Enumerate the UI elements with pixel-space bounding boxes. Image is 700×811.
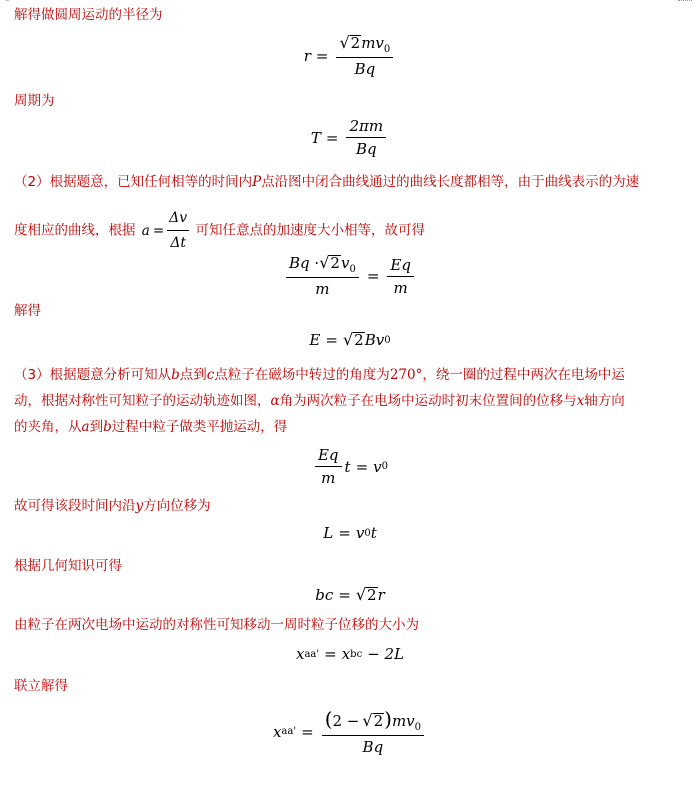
equation-bc: bc = √ 2 r <box>315 585 385 604</box>
equation-period: T = $\frac{2\pi m}{Bq}$ <box>0 117 700 158</box>
text-combine: 联立解得 <box>14 678 68 694</box>
text-part3-line2: 动，根据对称性可知粒子的运动轨迹如图，α角为两次粒子在电场中运动时初末位置间的位移与x轴方向 <box>14 393 625 409</box>
eq-r-fraction: √ 2 $mv_0$ Bq <box>336 34 393 78</box>
text-part3-line1: （3）根据题意分析可知从b点到c点粒子在磁场中转过的角度为270°，绕一圈的过程中两次在电场中运 <box>14 367 625 383</box>
text-part2-line1: （2）根据题意，已知任何相等的时间内P点沿图中闭合曲线通过的曲线长度都相等，由于曲线表示的为速 <box>14 174 640 190</box>
page-corner-mark <box>6 0 9 4</box>
page-corner-mark <box>678 0 692 7</box>
text-geometry: 根据几何知识可得 <box>14 558 122 574</box>
equation-L: L = v 0 t <box>323 524 377 542</box>
text-part2-line2: 度相应的曲线，根据 a = $\frac{\Delta v}{\Delta t}$ 可知任意点的加速度大小相等，故可得 <box>14 207 425 254</box>
equation-radius: r = √ 2 $mv_0$ Bq <box>0 34 700 78</box>
text-symmetry: 由粒子在两次电场中运动的对称性可知移动一周时粒子位移的大小为 <box>14 617 419 633</box>
equation-balance: Bq · √ 2 $v_0$ m = $\frac{Eq}{m}$ <box>0 254 700 298</box>
text-y-displacement: 故可得该段时间内沿y方向位移为 <box>14 498 211 514</box>
text-period-intro: 周期为 <box>14 93 55 109</box>
text-radius-intro: 解得做圆周运动的半径为 <box>14 7 163 23</box>
equation-x-displacement: x aa' = x bc − 2L <box>295 645 405 663</box>
text-part3-line3: 的夹角，从a到b过程中粒子做类平抛运动，得 <box>14 419 288 435</box>
equation-final: x aa' = (2 − √ 2 )$mv_0$ Bq <box>0 707 700 756</box>
eq-r-lhs: r <box>303 47 311 65</box>
text-solve: 解得 <box>14 303 41 319</box>
equation-time: $\frac{Eq}{m}$ t = v 0 <box>0 446 700 487</box>
equation-E: E = √ 2 Bv 0 <box>309 330 391 349</box>
